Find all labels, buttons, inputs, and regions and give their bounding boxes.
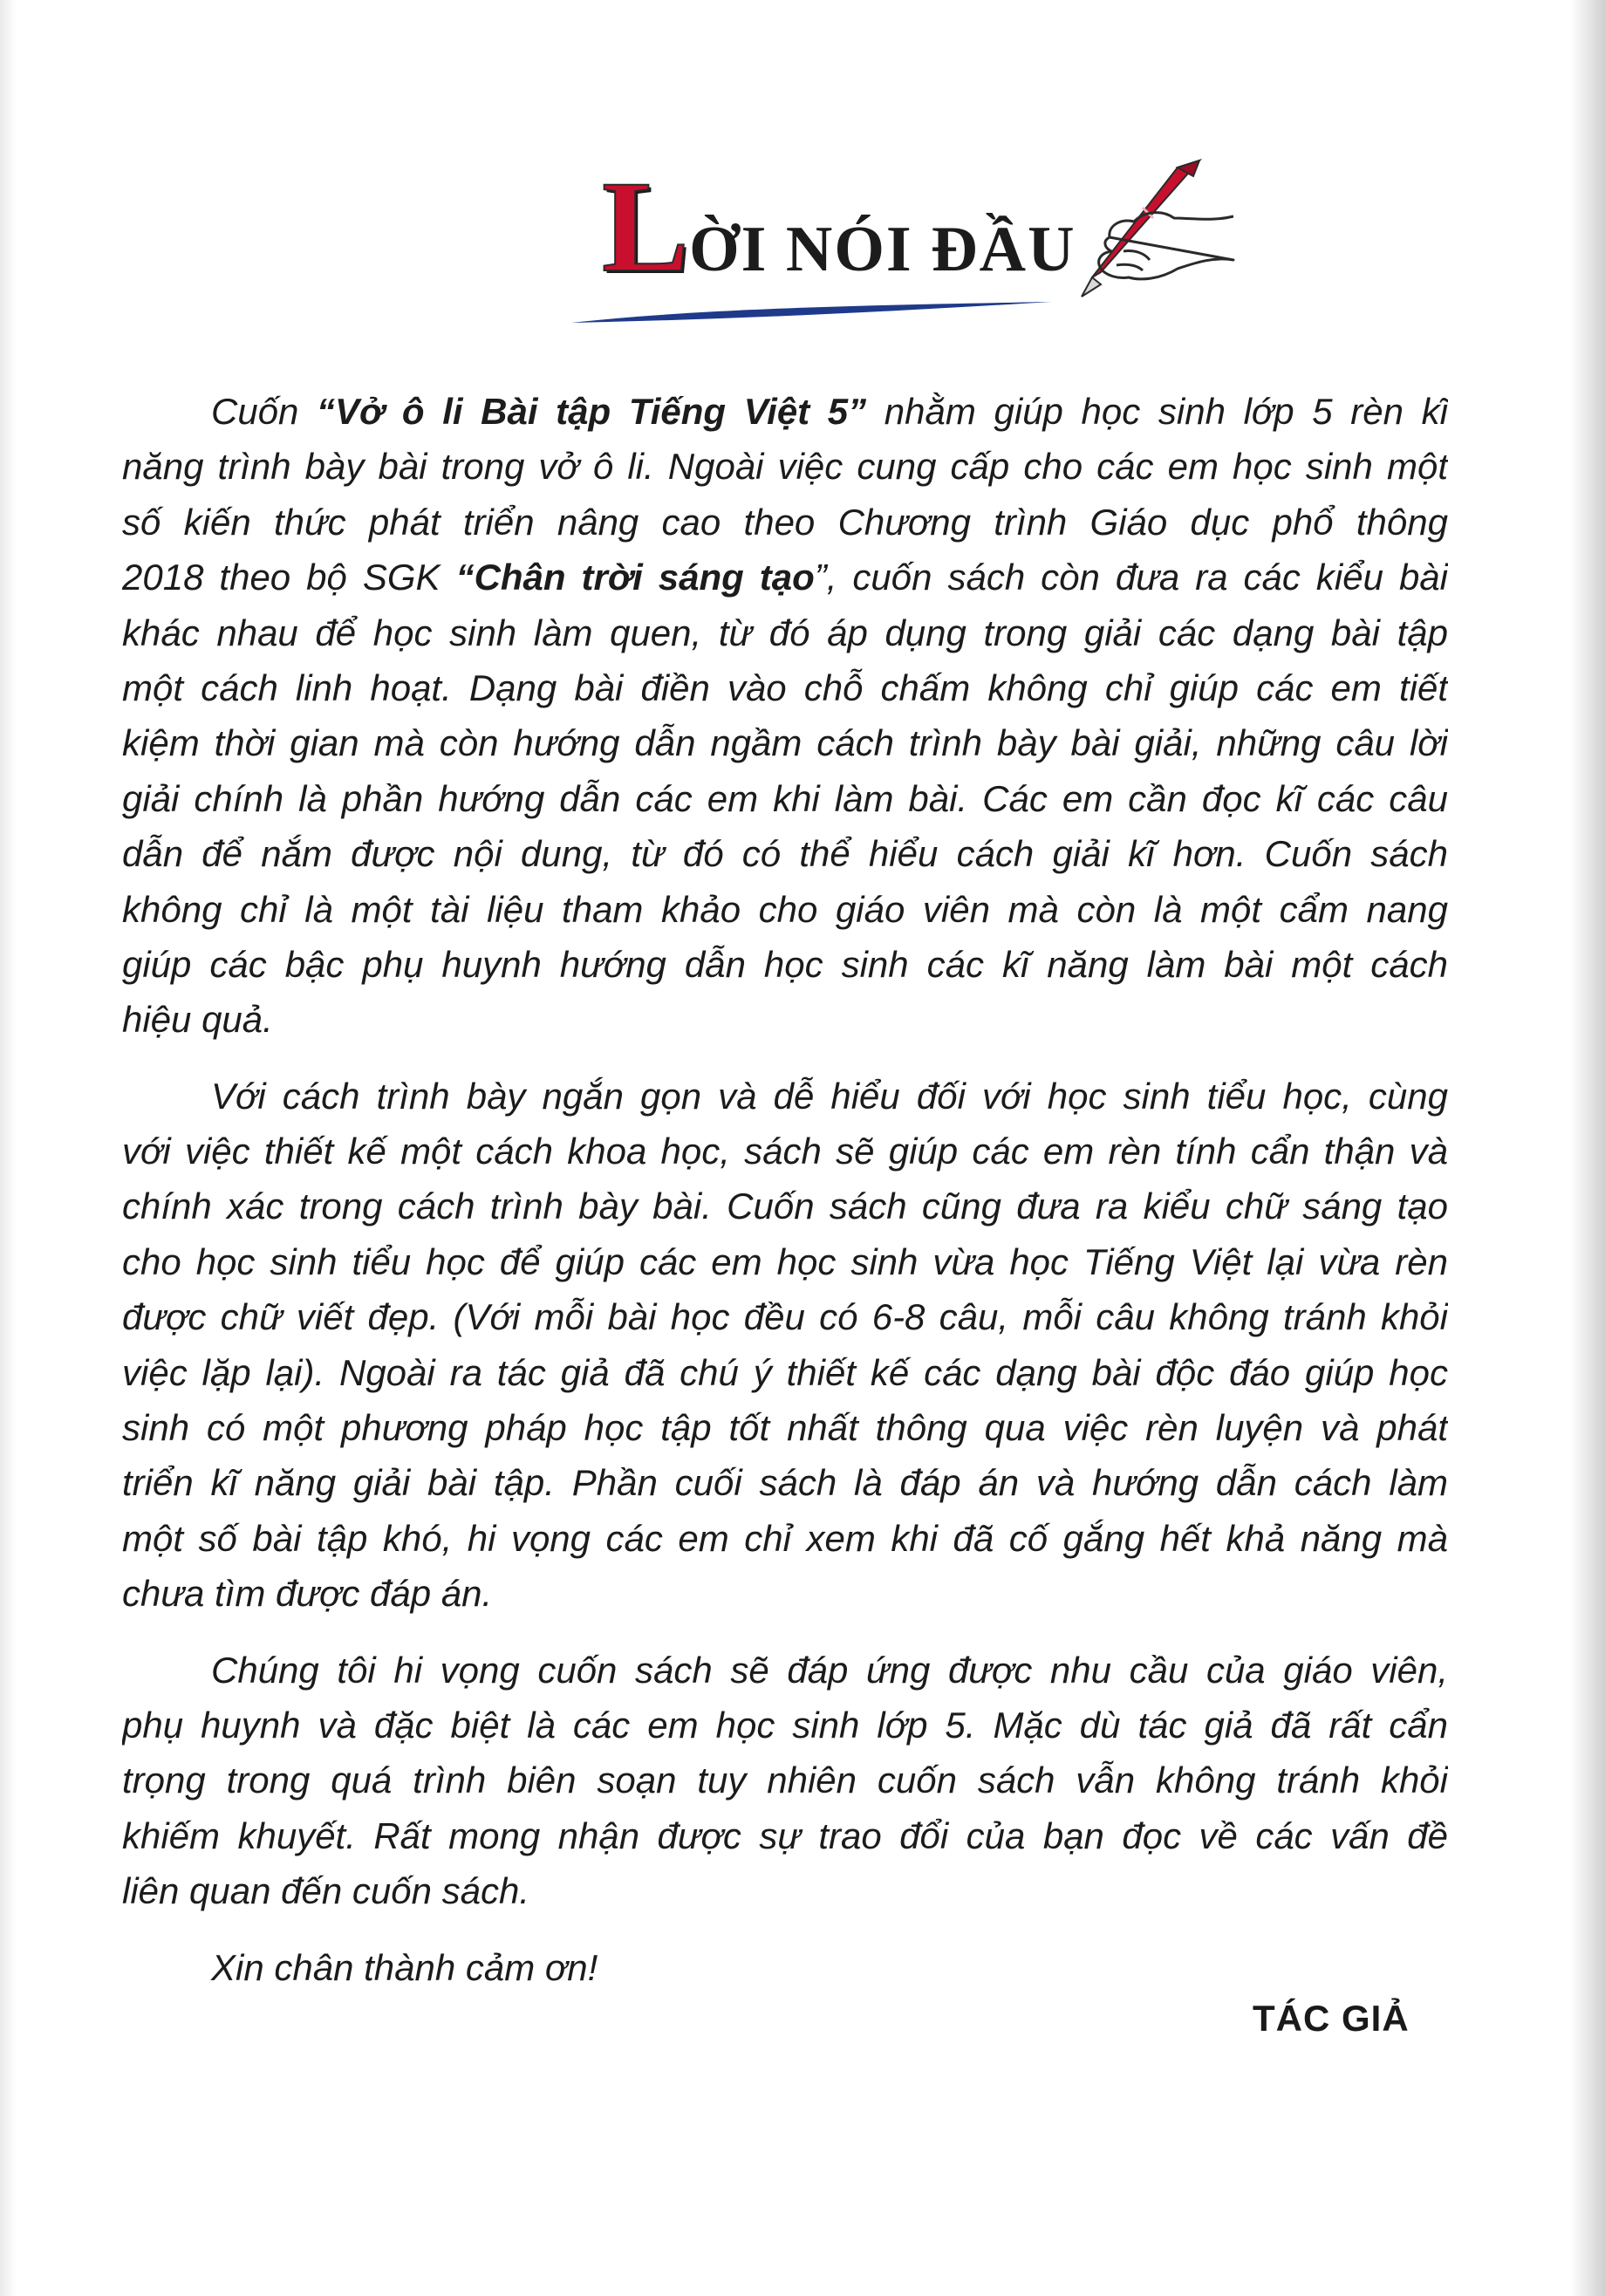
paragraph [122, 1940, 1448, 1995]
text-line [122, 495, 1448, 550]
text-line [122, 1289, 1448, 1344]
paragraph [122, 384, 1448, 1048]
text-line [122, 1698, 1448, 1753]
text-line [122, 439, 1448, 494]
text-line [122, 660, 1448, 715]
text-span: giúp các bậc phụ huynh hướng dẫn học sinh các kĩ năng làm bài một cách [122, 943, 1448, 985]
text-span: việc lặp lại). Ngoài ra tác giả đã chú ý thiết kế các dạng bài độc đáo giúp học [122, 1351, 1448, 1393]
text-line [122, 550, 1448, 605]
text-line [122, 1455, 1448, 1510]
paragraph [122, 1069, 1448, 1622]
paragraph-gap [122, 1919, 1448, 1940]
text-line [122, 1400, 1448, 1455]
text-span: khác nhau để học sinh làm quen, từ đó áp dụng trong giải các dạng bài tập [122, 612, 1448, 653]
text-line [122, 1234, 1448, 1289]
title-first-letter: L [602, 154, 690, 299]
preface-body [122, 384, 1448, 1995]
text-span: chính xác trong cách trình bày bài. Cuốn sách cũng đưa ra kiểu chữ sáng tạo [122, 1186, 1448, 1227]
text-line [122, 1069, 1448, 1124]
title-rest: ỜI NÓI ĐẦU [689, 214, 1076, 285]
bold-text-span: “Chân trời sáng tạo [455, 557, 815, 598]
text-line [122, 1940, 1448, 1995]
text-line [122, 826, 1448, 881]
text-span: nhằm giúp học sinh lớp 5 rèn kĩ [866, 391, 1448, 432]
text-span: không chỉ là một tài liệu tham khảo cho giáo viên mà còn là một cẩm nang [122, 888, 1448, 930]
title-swoosh-underline [567, 297, 1055, 331]
text-line [122, 1566, 1448, 1621]
text-line [122, 1345, 1448, 1400]
paragraph-gap [122, 1622, 1448, 1643]
text-span: hiệu quả. [122, 999, 273, 1041]
text-span: khiếm khuyết. Rất mong nhận được sự trao đổi của bạn đọc về các vấn đề [122, 1814, 1448, 1856]
page-edge-right-shadow [1570, 0, 1605, 2296]
text-line [122, 992, 1448, 1047]
author-signature: TÁC GIẢ [1253, 1998, 1410, 2039]
text-span: được chữ viết đẹp. (Với mỗi bài học đều có 6-8 câu, mỗi câu không tránh khỏi [122, 1296, 1448, 1338]
text-span: Với cách trình bày ngắn gọn và dễ hiểu đối với học sinh tiểu học, cùng [211, 1075, 1448, 1117]
text-span: 2018 theo bộ SGK [122, 557, 456, 598]
text-line [122, 384, 1448, 439]
text-span: sinh có một phương pháp học tập tốt nhất thông qua việc rèn luyện và phát [122, 1407, 1448, 1449]
text-line [122, 1753, 1448, 1807]
text-line [122, 937, 1448, 992]
text-span: kiệm thời gian mà còn hướng dẫn ngầm cách trình bày bài giải, những câu lời [122, 722, 1448, 764]
text-span: phụ huynh và đặc biệt là các em học sinh lớp 5. Mặc dù tác giả đã rất cẩn [122, 1704, 1448, 1746]
page-edge-left-shadow [0, 0, 16, 2296]
text-span: Chúng tôi hi vọng cuốn sách sẽ đáp ứng được nhu cầu của giáo viên, [211, 1649, 1448, 1691]
page-title [602, 154, 1076, 299]
text-line [122, 1643, 1448, 1698]
text-span: liên quan đến cuốn sách. [122, 1870, 530, 1912]
text-line [122, 1808, 1448, 1863]
text-line [122, 1179, 1448, 1233]
text-span: trọng trong quá trình biên soạn tuy nhiên cuốn sách vẫn không tránh khỏi [122, 1760, 1448, 1801]
paragraph-gap [122, 1048, 1448, 1069]
hand-writing-pen-icon [1047, 157, 1239, 314]
text-line [122, 715, 1448, 770]
text-span: triển kĩ năng giải bài tập. Phần cuối sách là đáp án và hướng dẫn cách làm [122, 1462, 1448, 1504]
text-span: ”, cuốn sách còn đưa ra các kiểu bài [814, 557, 1448, 598]
text-span: một cách linh hoạt. Dạng bài điền vào chỗ chấm không chỉ giúp các em tiết [122, 666, 1448, 708]
text-span: Cuốn [211, 391, 318, 432]
text-line [122, 1863, 1448, 1918]
text-line [122, 605, 1448, 660]
text-span: chưa tìm được đáp án. [122, 1573, 493, 1615]
text-line [122, 1124, 1448, 1179]
text-span: giải chính là phần hướng dẫn các em khi làm bài. Các em cần đọc kĩ các câu [122, 777, 1448, 819]
text-span: dẫn để nắm được nội dung, từ đó có thể hiểu cách giải kĩ hơn. Cuốn sách [122, 833, 1448, 875]
paragraph [122, 1643, 1448, 1919]
text-line [122, 771, 1448, 826]
text-span: Xin chân thành cảm ơn! [211, 1946, 598, 1988]
text-span: năng trình bày bài trong vở ô li. Ngoài việc cung cấp cho các em học sinh một [122, 446, 1448, 488]
text-span: với việc thiết kế một cách khoa học, sách sẽ giúp các em rèn tính cẩn thận và [122, 1131, 1448, 1172]
text-line [122, 882, 1448, 937]
text-span: một số bài tập khó, hi vọng các em chỉ xem khi đã cố gắng hết khả năng mà [122, 1517, 1448, 1559]
text-line [122, 1511, 1448, 1566]
text-span: cho học sinh tiểu học để giúp các em học sinh vừa học Tiếng Việt lại vừa rèn [122, 1240, 1448, 1282]
bold-text-span: “Vở ô li Bài tập Tiếng Việt 5” [317, 391, 867, 432]
text-span: số kiến thức phát triển nâng cao theo Chương trình Giáo dục phổ thông [122, 501, 1448, 543]
